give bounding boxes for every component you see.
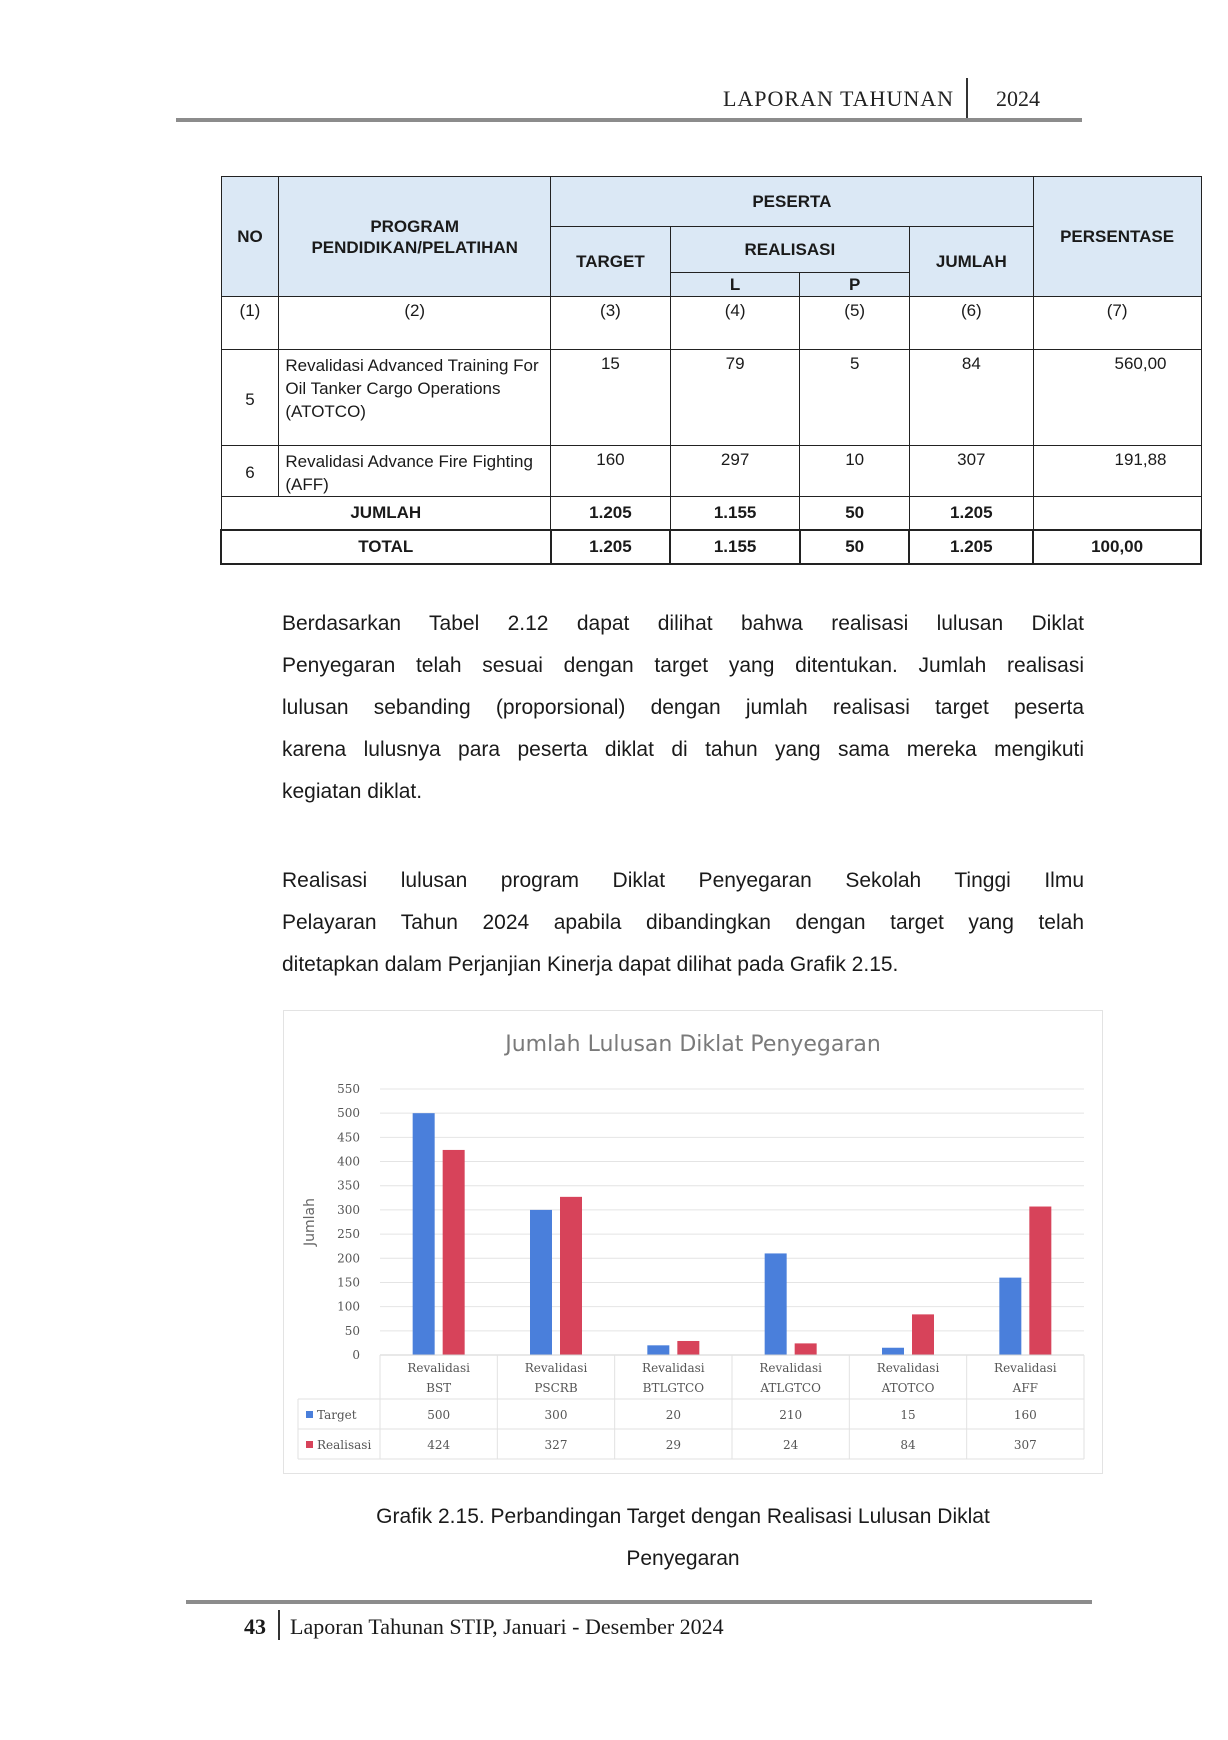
row-l: 297 [670, 446, 800, 497]
legend-label: Target [317, 1408, 357, 1422]
row-no: 5 [221, 350, 279, 446]
row-persentase: 191,88 [1033, 446, 1201, 497]
row-program: Revalidasi Advance Fire Fighting (AFF) [279, 446, 551, 497]
column-number-row [221, 297, 1201, 350]
data-label: 29 [665, 1438, 681, 1452]
bar-realisasi [677, 1341, 699, 1355]
col-number: (1) [221, 297, 279, 350]
paragraph-line: lulusan sebanding (proporsional) dengan jumlah realisasi target peserta [282, 696, 1084, 719]
header-rule [176, 118, 1082, 122]
paragraph-line: Penyegaran telah sesuai dengan target yang ditentukan. Jumlah realisasi [282, 654, 1084, 677]
row-l: 79 [670, 350, 800, 446]
y-tick-label: 450 [337, 1130, 360, 1145]
table-row [221, 446, 1201, 497]
caption-line: Penyegaran [626, 1547, 740, 1570]
footer-separator [278, 1610, 280, 1640]
header-title: LAPORAN TAHUNAN [722, 86, 954, 111]
th-peserta: PESERTA [551, 177, 1034, 227]
col-number: (6) [909, 297, 1033, 350]
total-p: 50 [800, 530, 910, 564]
data-label: 20 [665, 1408, 681, 1422]
bar-target [999, 1278, 1021, 1355]
y-tick-label: 300 [337, 1202, 360, 1217]
x-tick-label: Revalidasi [876, 1361, 940, 1375]
total-target: 1.205 [551, 530, 671, 564]
bar-chart [284, 1011, 1102, 1473]
y-tick-label: 350 [337, 1178, 360, 1193]
jumlah-persentase [1033, 497, 1201, 531]
data-label: 307 [1013, 1438, 1037, 1452]
x-tick-label: Revalidasi [642, 1361, 705, 1375]
th-realisasi: REALISASI [670, 227, 909, 273]
th-jumlah: JUMLAH [909, 227, 1033, 297]
paragraph-intro-chart [282, 860, 1084, 986]
th-program: PROGRAM PENDIDIKAN/PELATIHAN [279, 177, 551, 297]
y-tick-label: 250 [337, 1227, 360, 1242]
row-p: 10 [800, 446, 910, 497]
legend-swatch [306, 1411, 313, 1418]
x-tick-label: BST [426, 1381, 452, 1395]
jumlah-label: JUMLAH [221, 497, 551, 531]
data-label: 15 [900, 1408, 916, 1422]
legend-label: Realisasi [317, 1438, 372, 1452]
bar-realisasi [795, 1343, 817, 1355]
x-tick-label: BTLGTCO [642, 1381, 705, 1395]
y-axis-label: Jumlah [302, 1198, 318, 1246]
row-jumlah: 84 [909, 350, 1033, 446]
row-p: 5 [800, 350, 910, 446]
col-number: (7) [1033, 297, 1201, 350]
paragraph-line: Berdasarkan Tabel 2.12 dapat dilihat bahwa realisasi lulusan Diklat [282, 612, 1084, 635]
total-l: 1.155 [670, 530, 800, 564]
row-persentase: 560,00 [1033, 350, 1201, 446]
row-no: 6 [221, 446, 279, 497]
col-number: (5) [800, 297, 910, 350]
paragraph-line: kegiatan diklat. [282, 780, 423, 803]
th-l: L [670, 273, 800, 297]
col-number: (2) [279, 297, 551, 350]
paragraph-analysis [282, 603, 1084, 813]
x-tick-label: Revalidasi [407, 1361, 470, 1375]
bar-realisasi [1029, 1207, 1051, 1355]
header-separator [966, 78, 968, 118]
data-label: 210 [779, 1408, 803, 1422]
total-persentase: 100,00 [1033, 530, 1201, 564]
row-target: 15 [551, 350, 671, 446]
page-footer [186, 1600, 1092, 1640]
bar-realisasi [912, 1314, 934, 1355]
chart-caption [282, 1496, 1084, 1580]
bar-target [882, 1348, 904, 1355]
y-tick-label: 0 [352, 1348, 360, 1362]
participants-table [220, 176, 1202, 565]
y-tick-label: 500 [337, 1106, 360, 1121]
bar-target [413, 1113, 435, 1355]
data-label: 160 [1013, 1408, 1037, 1422]
chart-title: Jumlah Lulusan Diklat Penyegaran [505, 1032, 881, 1057]
bar-target [765, 1253, 787, 1355]
bar-target [647, 1345, 669, 1355]
total-label: TOTAL [221, 530, 551, 564]
bar-realisasi [560, 1197, 582, 1355]
bar-target [530, 1210, 552, 1355]
row-target: 160 [551, 446, 671, 497]
header-year: 2024 [996, 86, 1040, 111]
x-tick-label: PSCRB [534, 1381, 578, 1395]
page-header [176, 76, 1082, 122]
total-jumlah: 1.205 [909, 530, 1033, 564]
data-label: 424 [427, 1438, 451, 1452]
paragraph-line: ditetapkan dalam Perjanjian Kinerja dapat dilihat pada Grafik 2.15. [282, 953, 899, 976]
caption-line: Grafik 2.15. Perbandingan Target dengan Realisasi Lulusan Diklat [376, 1505, 990, 1528]
jumlah-l: 1.155 [670, 497, 800, 531]
y-tick-label: 150 [337, 1275, 360, 1290]
paragraph-line: Realisasi lulusan program Diklat Penyegaran Sekolah Tinggi Ilmu [282, 869, 1084, 892]
y-tick-label: 50 [344, 1323, 360, 1338]
chart-container [283, 1010, 1103, 1474]
data-label: 84 [900, 1438, 916, 1452]
jumlah-jumlah: 1.205 [909, 497, 1033, 531]
y-tick-label: 200 [337, 1251, 360, 1266]
x-tick-label: Revalidasi [759, 1361, 822, 1375]
page-number: 43 [244, 1614, 266, 1639]
y-tick-label: 550 [337, 1082, 360, 1096]
row-program: Revalidasi Advanced Training For Oil Tanker Cargo Operations (ATOTCO) [279, 350, 551, 446]
data-label: 327 [544, 1438, 568, 1452]
col-number: (3) [551, 297, 671, 350]
col-number: (4) [670, 297, 800, 350]
total-row [221, 530, 1201, 564]
row-jumlah: 307 [909, 446, 1033, 497]
th-p: P [800, 273, 910, 297]
x-tick-label: ATLGTCO [760, 1381, 821, 1395]
footer-text: Laporan Tahunan STIP, Januari - Desember 2024 [290, 1614, 724, 1639]
y-tick-label: 400 [337, 1154, 360, 1169]
data-label: 24 [783, 1438, 799, 1452]
jumlah-target: 1.205 [551, 497, 671, 531]
x-tick-label: Revalidasi [524, 1361, 588, 1375]
jumlah-row [221, 497, 1201, 531]
data-label: 500 [427, 1408, 451, 1422]
bar-realisasi [443, 1150, 465, 1355]
x-tick-label: AFF [1012, 1381, 1038, 1395]
legend-swatch [306, 1441, 313, 1448]
footer-rule [186, 1600, 1092, 1604]
th-persentase: PERSENTASE [1033, 177, 1201, 297]
jumlah-p: 50 [800, 497, 910, 531]
table-row [221, 350, 1201, 446]
x-tick-label: Revalidasi [994, 1361, 1057, 1375]
paragraph-line: karena lulusnya para peserta diklat di tahun yang sama mereka mengikuti [282, 738, 1084, 761]
th-no: NO [221, 177, 279, 297]
data-label: 300 [544, 1408, 568, 1422]
th-target: TARGET [551, 227, 671, 297]
y-tick-label: 100 [337, 1299, 360, 1314]
x-tick-label: ATOTCO [881, 1381, 935, 1395]
paragraph-line: Pelayaran Tahun 2024 apabila dibandingkan dengan target yang telah [282, 911, 1084, 934]
